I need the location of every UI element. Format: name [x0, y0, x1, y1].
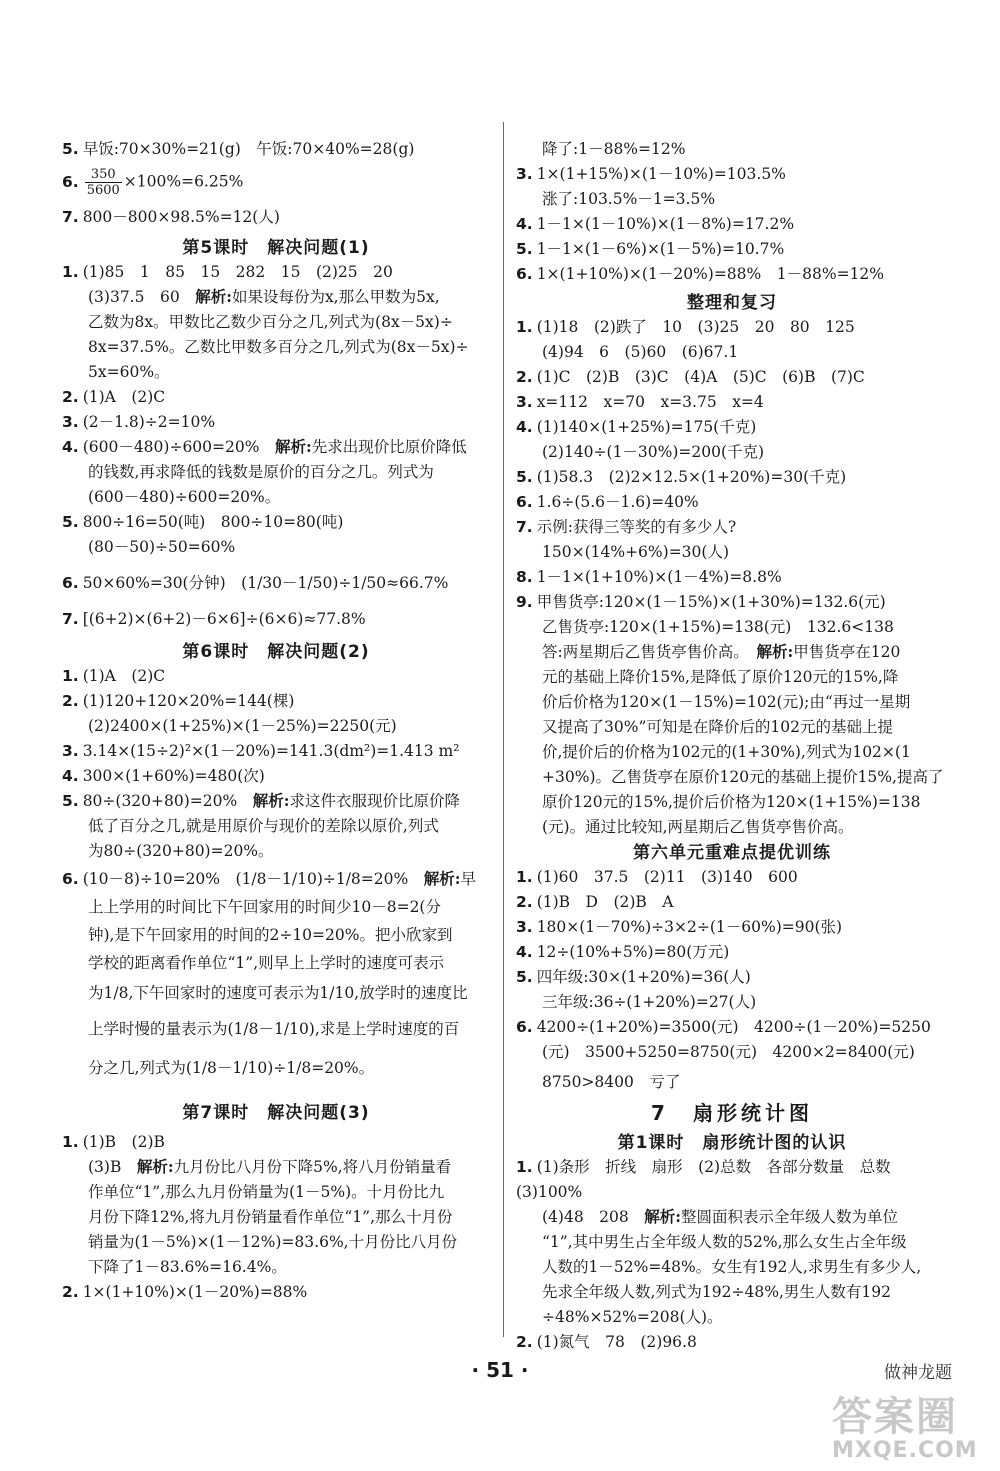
question-number: 6. [62, 172, 79, 191]
answer-text: 50×60%=30(分钟) (1/30－1/50)÷1/50≈66.7% [82, 574, 449, 592]
answer-text: 上上学用的时间比下午回家用的时间少10－8=2(分 [88, 898, 441, 916]
answer-text: 1－1×(1－10%)×(1－8%)=17.2% [536, 215, 795, 233]
answer-text: (1)120+120×20%=144(棵) [82, 692, 295, 710]
answer-text: 低了百分之几,就是用原价与现价的差除以原价,列式 [88, 817, 439, 835]
section-heading: 整理和复习 [687, 293, 777, 313]
answer-text: (元)。通过比较知,两星期后乙售货亭售价高。 [542, 818, 854, 836]
answer-text: 降了:1－88%=12% [542, 140, 686, 158]
answer-text: x=112 x=70 x=3.75 x=4 [536, 393, 764, 411]
answer-text: (元) 3500+5250=8750(元) 4200×2=8400(元) [542, 1043, 915, 1061]
answer-text: 三年级:36÷(1+20%)=27(人) [542, 993, 757, 1011]
answer-text: 4200÷(1+20%)=3500(元) 4200÷(1－20%)=5250 [536, 1018, 931, 1036]
answer-line [88, 983, 468, 1003]
answer-text: +30%)。乙售货亭在原价120元的基础上提价15%,提高了 [542, 768, 944, 786]
answer-text: 180×(1－70%)÷3×2÷(1－60%)=90(张) [536, 918, 843, 936]
answer-text: 12÷(10%+5%)=80(万元) [536, 943, 730, 961]
question-number: 6. [516, 493, 533, 511]
answer-line [542, 1042, 915, 1062]
answer-line [516, 1332, 697, 1352]
answer-line [542, 717, 893, 737]
question-number: 1. [62, 1133, 79, 1151]
answer-line [542, 542, 729, 562]
answer-line [88, 287, 440, 307]
answer-text: 答:两星期后乙售货亭售价高。 解析:甲售货亭在120 [542, 642, 901, 661]
answer-line [516, 214, 794, 234]
question-number: 4. [62, 438, 79, 456]
answer-text: 价后价格为120×(1－15%)=102(元);由“再过一星期 [542, 693, 911, 711]
answer-line [62, 869, 476, 889]
answer-line [88, 1207, 453, 1227]
answer-line [516, 917, 842, 937]
answer-text: 80÷(320+80)=20% 解析:求这件衣服现价比原价降 [82, 791, 460, 810]
answer-line [88, 487, 280, 507]
answer-line [542, 817, 854, 837]
answer-line [516, 317, 855, 337]
question-number: 7. [62, 610, 79, 628]
answer-line [516, 967, 751, 987]
answer-line [516, 942, 729, 962]
answer-line [62, 766, 265, 786]
answer-text: 1－1×(1+10%)×(1－4%)=8.8% [536, 568, 782, 586]
answer-text: 下降了1－83.6%=16.4%。 [88, 1258, 287, 1276]
question-number: 6. [516, 265, 533, 283]
answer-line [516, 367, 865, 387]
answer-line [88, 716, 397, 736]
answer-line [62, 791, 460, 811]
answer-text: (1)氮气 78 (2)96.8 [536, 1333, 697, 1351]
answer-text: (80－50)÷50=60% [88, 538, 236, 556]
question-number: 5. [516, 240, 533, 258]
answer-line [88, 841, 274, 861]
answer-line [542, 1207, 898, 1227]
answer-text: (1)58.3 (2)2×12.5×(1+20%)=30(千克) [536, 468, 847, 486]
answer-text: 早饭:70×30%=21(g) 午饭:70×40%=28(g) [82, 140, 415, 158]
question-number: 4. [516, 215, 533, 233]
answer-line [516, 1157, 891, 1177]
question-number: 2. [516, 893, 533, 911]
question-number: 3. [516, 918, 533, 936]
answer-line [542, 1257, 921, 1277]
answer-text: (1)18 (2)跌了 10 (3)25 20 80 125 [536, 318, 855, 336]
answer-line [62, 139, 414, 159]
answer-text: 1×(1+10%)×(1－20%)=88% 1－88%=12% [536, 265, 885, 283]
answer-text: 300×(1+60%)=480(次) [82, 767, 265, 785]
answer-text: 的钱数,再求降低的钱数是原价的百分之几。列式为 [88, 463, 434, 481]
answer-text: (1)B D (2)B A [536, 893, 674, 911]
answer-text: (3)37.5 60 解析:如果设每份为x,那么甲数为5x, [88, 287, 440, 306]
answer-line [542, 642, 900, 662]
column-divider [503, 122, 504, 1337]
answer-text: 8x=37.5%。乙数比甲数多百分之几,列式为(8x－5x)÷ [88, 338, 469, 356]
answer-line [542, 692, 910, 712]
question-number: 6. [62, 574, 79, 592]
answer-line [62, 387, 165, 407]
answer-text: 四年级:30×(1+20%)=36(人) [536, 968, 751, 986]
answer-line [88, 537, 235, 557]
question-number: 1. [62, 263, 79, 281]
answer-line [88, 953, 444, 973]
answer-text: 1×(1+10%)×(1－20%)=88% [82, 1283, 308, 1301]
answer-line [516, 592, 886, 612]
question-number: 1. [516, 318, 533, 336]
answer-line [516, 492, 699, 512]
answer-line [62, 1132, 165, 1152]
answer-text: ÷48%×52%=208(人)。 [542, 1308, 723, 1326]
answer-line [62, 609, 366, 629]
answer-text: (4)94 6 (5)60 (6)67.1 [542, 343, 739, 361]
answer-text: 作单位“1”,那么九月份销量为(1－5%)。十月份比九 [88, 1183, 445, 1201]
answer-text: 甲售货亭:120×(1－15%)×(1+30%)=132.6(元) [536, 593, 886, 611]
answer-line [542, 1282, 891, 1302]
page-number: · 51 · [471, 1358, 529, 1382]
answer-line [88, 1232, 457, 1252]
answer-line [62, 741, 459, 761]
question-number: 6. [516, 1018, 533, 1036]
answer-text: 8750>8400 亏了 [542, 1073, 681, 1091]
question-number: 2. [62, 692, 79, 710]
answer-text: (1)140×(1+25%)=175(千克) [536, 418, 757, 436]
answer-text: (10－8)÷10=20% (1/8－1/10)÷1/8=20% 解析:早 [82, 869, 476, 888]
section-heading: 第7课时 解决问题(3) [182, 1103, 370, 1123]
answer-line [88, 1157, 451, 1177]
answer-text: 学校的距离看作单位“1”,则早上上学时的速度可表示 [88, 954, 445, 972]
answer-text: 800－800×98.5%=12(人) [82, 208, 280, 226]
answer-text: “1”,其中男生占全年级人数的52%,那么女生占全年级 [542, 1233, 907, 1251]
answer-text: (1)C (2)B (3)C (4)A (5)C (6)B (7)C [536, 368, 865, 386]
answer-text: ×100%=6.25% [123, 172, 244, 191]
question-number: 2. [62, 388, 79, 406]
question-number: 5. [516, 968, 533, 986]
answer-text: (2－1.8)÷2=10% [82, 413, 216, 431]
answer-text: 800÷16=50(吨) 800÷10=80(吨) [82, 513, 344, 531]
numerator: 350 [85, 167, 122, 183]
answer-line [88, 362, 170, 382]
answer-text: 150×(14%+6%)=30(人) [542, 543, 729, 561]
answer-text: (1)A (2)C [82, 667, 166, 685]
answer-text: (3)B 解析:九月份比八月份下降5%,将八月份销量看 [88, 1157, 452, 1176]
answer-line [516, 1017, 931, 1037]
section-heading: 第6课时 解决问题(2) [182, 642, 370, 662]
answer-line [62, 167, 243, 198]
answer-line [516, 892, 674, 912]
answer-text: 上学时慢的量表示为(1/8－1/10),求是上学时速度的百 [88, 1020, 460, 1038]
answer-line [88, 312, 453, 332]
answer-text: (1)B (2)B [82, 1133, 165, 1151]
answer-line [516, 392, 764, 412]
answer-line [542, 139, 685, 159]
answer-line [62, 691, 294, 711]
question-number: 4. [62, 767, 79, 785]
answer-line [88, 1019, 459, 1039]
question-number: 5. [516, 468, 533, 486]
answer-text: 为80÷(320+80)=20%。 [88, 842, 274, 860]
answer-line [542, 442, 764, 462]
section-heading: 第5课时 解决问题(1) [182, 238, 370, 258]
question-number: 3. [516, 393, 533, 411]
question-number: 1. [62, 667, 79, 685]
answer-text: (2)140÷(1－30%)=200(千克) [542, 443, 765, 461]
question-number: 3. [62, 742, 79, 760]
answer-line [516, 239, 784, 259]
answer-text: 1.6÷(5.6－1.6)=40% [536, 493, 699, 511]
question-number: 1. [516, 868, 533, 886]
answer-text: 1×(1+15%)×(1－10%)=103.5% [536, 165, 786, 183]
answer-text: 乙数为8x。甲数比乙数少百分之几,列式为(8x－5x)÷ [88, 313, 453, 331]
answer-line [542, 792, 921, 812]
answer-text: (1)85 1 85 15 282 15 (2)25 20 [82, 263, 393, 281]
answer-text: 涨了:103.5%－1=3.5% [542, 190, 716, 208]
denominator: 5600 [86, 183, 120, 198]
section-heading: 第1课时 扇形统计图的认识 [617, 1133, 847, 1153]
question-number: 3. [516, 165, 533, 183]
answer-line [516, 467, 846, 487]
answer-text: 1－1×(1－6%)×(1－5%)=10.7% [536, 240, 785, 258]
answer-line [516, 417, 756, 437]
answer-line [88, 1182, 444, 1202]
question-number: 7. [516, 518, 533, 536]
answer-text: 5x=60%。 [88, 363, 170, 381]
answer-line [542, 189, 715, 209]
question-number: 2. [516, 368, 533, 386]
answer-line [542, 1307, 723, 1327]
answer-line [516, 264, 884, 284]
question-number: 8. [516, 568, 533, 586]
section-heading: 第六单元重难点提优训练 [633, 843, 831, 863]
answer-line [542, 1232, 907, 1252]
fraction [85, 167, 122, 198]
answer-line [88, 1058, 374, 1078]
section-heading: 7 扇形统计图 [651, 1101, 813, 1125]
question-number: 5. [62, 792, 79, 810]
answer-line [62, 262, 393, 282]
answer-text: 示例:获得三等奖的有多少人? [536, 518, 737, 536]
answer-text: 价,提价后的价格为102元的(1+30%),列式为102×(1 [542, 743, 911, 761]
answer-line [62, 207, 280, 227]
answer-text: (1)条形 折线 扇形 (2)总数 各部分数量 总数 [536, 1158, 891, 1176]
question-number: 2. [62, 1283, 79, 1301]
watermark [832, 1395, 992, 1467]
answer-text: 月份下降12%,将九月份销量看作单位“1”,那么十月份 [88, 1208, 453, 1226]
answer-text: 又提高了30%”可知是在降价后的102元的基础上提 [542, 718, 893, 736]
answer-line [542, 342, 738, 362]
question-number: 6. [62, 870, 79, 888]
answer-text: (1)A (2)C [82, 388, 166, 406]
answer-text: 原价120元的15%,提价后价格为120×(1+15%)=138 [542, 793, 921, 811]
answer-text: (3)100% [516, 1183, 583, 1201]
brand-label: 做神龙题 [884, 1363, 952, 1383]
answer-text: (2)2400×(1+25%)×(1－25%)=2250(元) [88, 717, 397, 735]
answer-line [516, 164, 786, 184]
question-number: 2. [516, 1333, 533, 1351]
answer-line [516, 567, 782, 587]
question-number: 7. [62, 208, 79, 226]
question-number: 1. [516, 1158, 533, 1176]
answer-text: 人数的1－52%=48%。女生有192人,求男生有多少人, [542, 1258, 922, 1276]
question-number: 5. [62, 513, 79, 531]
answer-line [542, 617, 894, 637]
answer-line [62, 512, 343, 532]
answer-line [88, 1257, 287, 1277]
question-number: 4. [516, 418, 533, 436]
answer-line [88, 897, 441, 917]
answer-text: [(6+2)×(6+2)－6×6]÷(6×6)≈77.8% [82, 610, 366, 628]
answer-line [542, 992, 756, 1012]
answer-text: (600－480)÷600=20%。 [88, 488, 281, 506]
answer-line [62, 666, 165, 686]
answer-text: 先求全年级人数,列式为192÷48%,男生人数有192 [542, 1283, 891, 1301]
answer-text: (4)48 208 解析:整圆面积表示全年级人数为单位 [542, 1207, 899, 1226]
answer-line [542, 667, 898, 687]
answer-line [542, 742, 911, 762]
question-number: 9. [516, 593, 533, 611]
answer-text: (1)60 37.5 (2)11 (3)140 600 [536, 868, 798, 886]
answer-text: 销量为(1－5%)×(1－12%)=83.6%,十月份比八月份 [88, 1233, 458, 1251]
question-number: 3. [62, 413, 79, 431]
answer-text: 元的基础上降价15%,是降低了原价120元的15%,降 [542, 668, 899, 686]
answer-line [516, 1182, 582, 1202]
answer-text: 钟),是下午回家用的时间的2÷10=20%。把小欣家到 [88, 926, 453, 944]
answer-text: 乙售货亭:120×(1+15%)=138(元) 132.6<138 [542, 618, 894, 636]
answer-text: (600－480)÷600=20% 解析:先求出现价比原价降低 [82, 437, 467, 456]
answer-line [62, 412, 215, 432]
answer-line [88, 925, 453, 945]
answer-line [62, 437, 467, 457]
answer-line [62, 573, 448, 593]
answer-line [542, 1072, 680, 1092]
question-number: 4. [516, 943, 533, 961]
answer-line [62, 1282, 307, 1302]
answer-line [88, 816, 439, 836]
answer-line [88, 337, 469, 357]
watermark-title: 答案圈 [832, 1394, 958, 1440]
answer-line [516, 867, 798, 887]
answer-line [542, 767, 943, 787]
question-number: 5. [62, 140, 79, 158]
answer-text: 分之几,列式为(1/8－1/10)÷1/8=20%。 [88, 1059, 375, 1077]
answer-text: 为1/8,下午回家时的速度可表示为1/10,放学时的速度比 [88, 984, 468, 1002]
answer-text: 3.14×(15÷2)²×(1－20%)=141.3(dm²)=1.413 m² [82, 742, 460, 760]
answer-line [516, 517, 736, 537]
watermark-url: MXQE.COM [832, 1438, 978, 1463]
answer-line [88, 462, 434, 482]
